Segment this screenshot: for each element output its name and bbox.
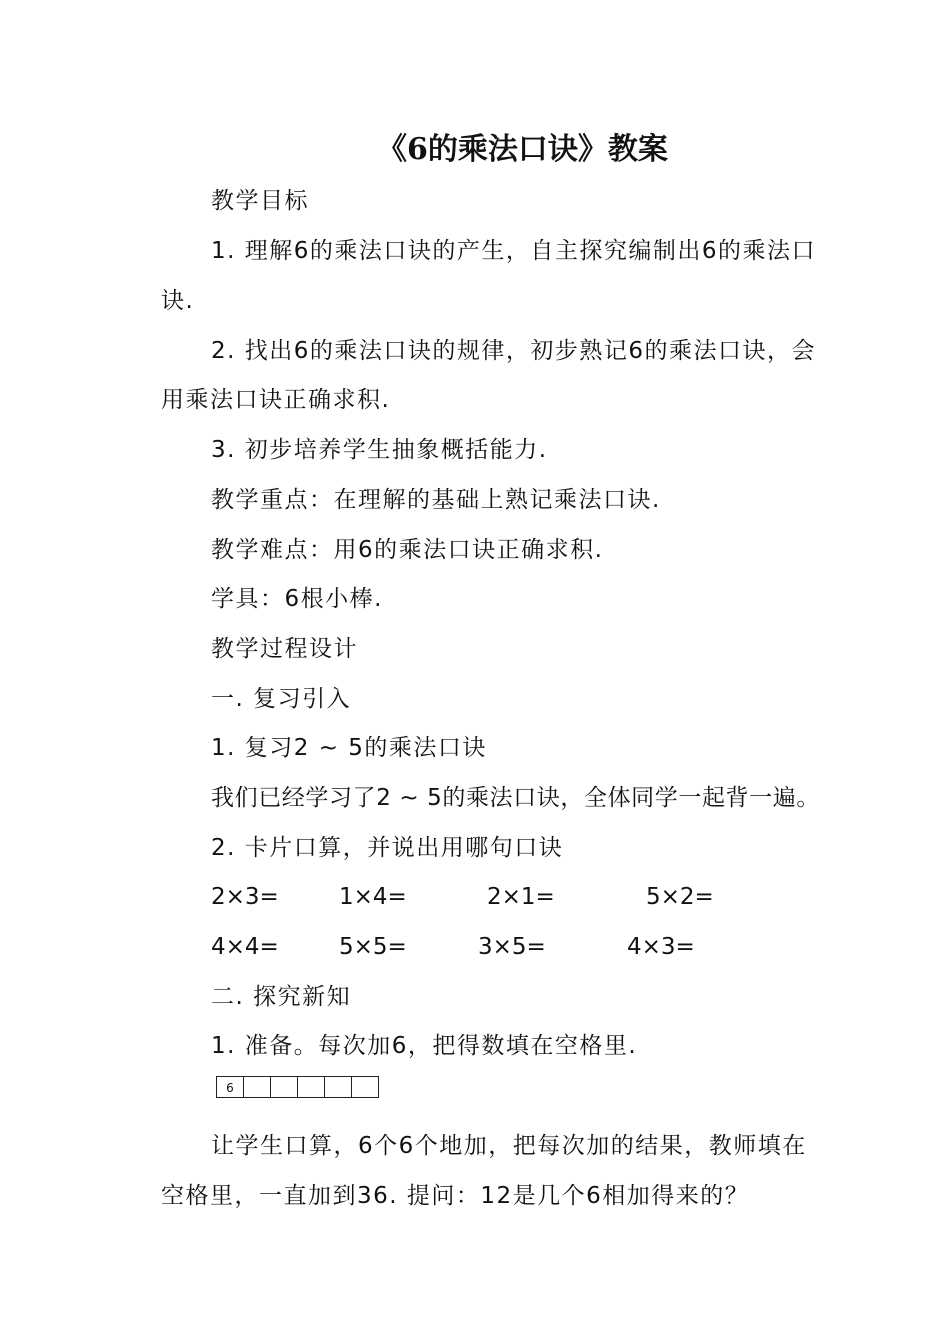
- objective-2-line-1: 2. 找出6的乘法口诀的规律，初步熟记6的乘法口诀，会: [211, 338, 817, 364]
- equation: 2×3=: [211, 884, 279, 910]
- paragraph-line-1: 让学生口算，6个6个地加，把每次加的结果，教师填在: [211, 1133, 807, 1159]
- grid-cell: [243, 1076, 271, 1098]
- heading-objectives: 教学目标: [211, 188, 309, 214]
- grid-cell: [351, 1076, 379, 1098]
- learning-tools: 学具：6根小棒.: [211, 586, 383, 612]
- answer-grid: [216, 1076, 379, 1098]
- objective-2-line-2: 用乘法口诀正确求积.: [161, 387, 391, 413]
- prepare-item: 1. 准备。每次加6，把得数填在空格里.: [211, 1033, 638, 1059]
- grid-cell: 6: [216, 1076, 244, 1098]
- equation: 4×3=: [627, 934, 695, 960]
- review-item-1: 1. 复习2 ~ 5的乘法口诀: [211, 735, 487, 761]
- review-text: 我们已经学习了2 ~ 5的乘法口诀，全体同学一起背一遍。: [211, 785, 820, 811]
- difficult-point: 教学难点：用6的乘法口诀正确求积.: [211, 537, 604, 563]
- equation: 5×2=: [646, 884, 714, 910]
- page-title: 《6的乘法口诀》教案: [377, 132, 668, 167]
- equation: 3×5=: [478, 934, 546, 960]
- equation: 1×4=: [339, 884, 407, 910]
- objective-3: 3. 初步培养学生抽象概括能力.: [211, 437, 548, 463]
- grid-cell: [297, 1076, 325, 1098]
- paragraph-line-2: 空格里，一直加到36. 提问：12是几个6相加得来的？: [161, 1183, 750, 1209]
- heading-process: 教学过程设计: [211, 636, 358, 662]
- equation: 4×4=: [211, 934, 279, 960]
- equation: 5×5=: [339, 934, 407, 960]
- review-item-2: 2. 卡片口算，并说出用哪句口诀: [211, 835, 564, 861]
- key-point: 教学重点：在理解的基础上熟记乘法口诀.: [211, 487, 661, 513]
- objective-1-line-1: 1. 理解6的乘法口诀的产生，自主探究编制出6的乘法口: [211, 238, 817, 264]
- grid-cell: [270, 1076, 298, 1098]
- section-1-heading: 一. 复习引入: [211, 686, 352, 712]
- equation: 2×1=: [487, 884, 555, 910]
- objective-1-line-2: 诀.: [161, 288, 195, 314]
- grid-cell: [324, 1076, 352, 1098]
- section-2-heading: 二. 探究新知: [211, 984, 352, 1010]
